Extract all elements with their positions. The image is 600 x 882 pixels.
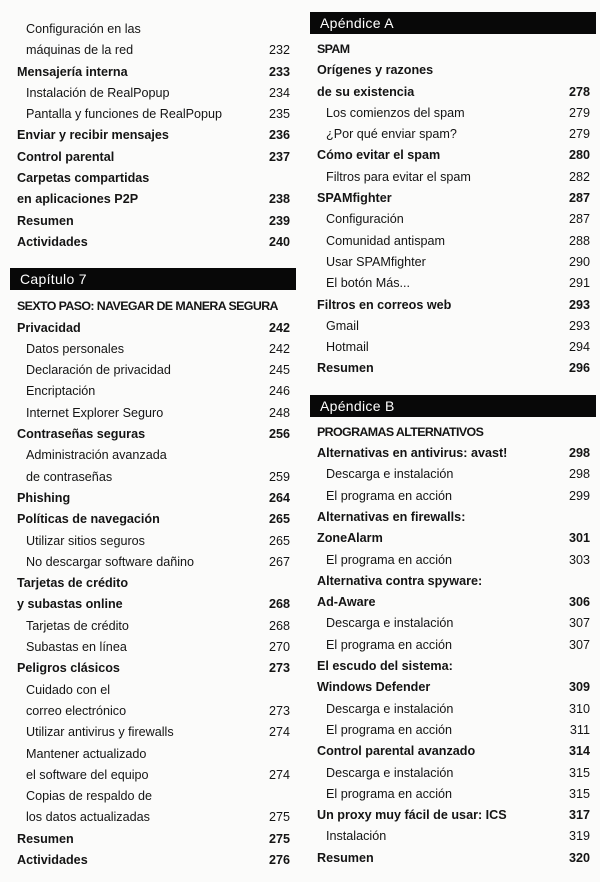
- entry-title: Windows Defender: [317, 680, 431, 695]
- entry-title: Configuración en las: [26, 22, 141, 36]
- toc-subentry: [10, 786, 296, 807]
- toc-subentry: [10, 403, 296, 424]
- toc-subentry: [10, 616, 296, 637]
- entry-title: Enviar y recibir mensajes: [17, 128, 169, 143]
- entry-title: Mensajería interna: [17, 64, 128, 79]
- toc-entry: [10, 168, 296, 189]
- toc-subentry: [10, 104, 296, 125]
- toc-subentry: [310, 613, 596, 634]
- toc-entry: [310, 188, 596, 209]
- toc-subentry: [310, 784, 596, 805]
- toc-subentry: [10, 339, 296, 360]
- page-number: 287: [568, 191, 590, 206]
- page-number: 314: [568, 744, 590, 759]
- page-number: 293: [568, 297, 590, 312]
- page-number: 290: [568, 254, 590, 269]
- entry-title: Subastas en línea: [26, 640, 127, 655]
- entry-title: Administración avanzada: [26, 448, 167, 463]
- page-number: 246: [268, 384, 290, 399]
- entry-title: El programa en acción: [326, 552, 453, 567]
- entry-title: El programa en acción: [326, 722, 453, 737]
- page-number: 276: [268, 852, 290, 867]
- toc-subentry: [10, 445, 296, 466]
- page-number: 315: [568, 765, 590, 780]
- entry-title: Tarjetas de crédito: [17, 576, 129, 591]
- page-number: 307: [568, 616, 590, 631]
- page-number: 278: [568, 84, 590, 99]
- toc-subentry: [310, 486, 596, 507]
- entry-title: SEXTO PASO: NAVEGAR DE MANERA SEGURA: [17, 299, 278, 314]
- page-number: 310: [568, 701, 590, 716]
- entry-title: El programa en acción: [326, 637, 453, 652]
- entry-title: Datos personales: [26, 341, 125, 356]
- toc-subentry: [10, 381, 296, 402]
- section-title: [310, 39, 596, 60]
- toc-entry: [10, 829, 296, 850]
- entry-title: El programa en acción: [326, 786, 453, 801]
- entry-title: Descarga e instalación: [326, 765, 454, 780]
- toc-entry: [310, 592, 596, 613]
- toc-entry: [10, 232, 296, 253]
- section-title: [310, 422, 596, 443]
- entry-title: Actividades: [17, 852, 88, 867]
- page-number: 240: [268, 234, 290, 249]
- page-number: 275: [268, 810, 290, 825]
- entry-title: El programa en acción: [326, 488, 453, 503]
- toc-subentry: [10, 744, 296, 765]
- page-number: 303: [568, 552, 590, 567]
- entry-title: Encriptación: [26, 384, 96, 399]
- entry-title: y subastas online: [17, 597, 123, 612]
- toc-subentry: [10, 360, 296, 381]
- entry-title: Políticas de navegación: [17, 512, 160, 527]
- page-number: 242: [268, 320, 290, 335]
- page-number: 280: [568, 148, 590, 163]
- entry-title: Instalación: [326, 829, 387, 844]
- page-number: 232: [268, 43, 290, 58]
- entry-title: ZoneAlarm: [317, 531, 383, 546]
- section-title: [10, 296, 296, 317]
- page-number: 233: [268, 64, 290, 79]
- entry-title: Contraseñas seguras: [17, 427, 146, 442]
- toc-entry: [10, 424, 296, 445]
- toc-entry: [310, 443, 596, 464]
- entry-title: Control parental avanzado: [317, 744, 476, 759]
- entry-title: Hotmail: [326, 340, 369, 355]
- page-number: 239: [268, 213, 290, 228]
- toc-subentry: [310, 316, 596, 337]
- toc-entry: [310, 571, 596, 592]
- toc-column-left: [10, 0, 296, 871]
- page-number: 274: [268, 725, 290, 740]
- toc-entry: [310, 848, 596, 869]
- entry-title: Configuración: [326, 212, 404, 227]
- page-number: 236: [268, 128, 290, 143]
- toc-entry: [310, 507, 596, 528]
- toc-entry: [10, 125, 296, 146]
- toc-entry: [10, 488, 296, 509]
- entry-title: Descarga e instalación: [326, 616, 454, 631]
- chapter-heading-bar: Capítulo 7: [10, 268, 296, 290]
- entry-title: Internet Explorer Seguro: [26, 405, 164, 420]
- toc-subentry: [310, 124, 596, 145]
- page-number: 264: [268, 490, 290, 505]
- toc-subentry: [10, 531, 296, 552]
- page-number: 259: [268, 469, 290, 484]
- entry-title: Alternativas en firewalls:: [317, 509, 466, 524]
- toc-subentry: [10, 83, 296, 104]
- entry-title: Control parental: [17, 149, 115, 164]
- entry-title: Filtros para evitar el spam: [326, 169, 471, 184]
- page-number: 282: [568, 169, 590, 184]
- page-number: 242: [268, 341, 290, 356]
- page-number: 319: [568, 829, 590, 844]
- entry-title: los datos actualizadas: [26, 810, 150, 825]
- entry-title: PROGRAMAS ALTERNATIVOS: [317, 424, 484, 439]
- toc-subentry: [10, 40, 296, 61]
- toc-entry: [310, 656, 596, 677]
- entry-title: de su existencia: [317, 84, 415, 99]
- entry-title: Carpetas compartidas: [17, 171, 150, 186]
- page-number: 268: [268, 618, 290, 633]
- toc-subentry: [310, 337, 596, 358]
- page-number: 265: [268, 533, 290, 548]
- entry-title: Alternativas en antivirus: avast!: [317, 446, 508, 461]
- entry-title: Un proxy muy fácil de usar: ICS: [317, 808, 507, 823]
- page-number: 317: [568, 808, 590, 823]
- entry-title: Cómo evitar el spam: [317, 148, 441, 163]
- toc-entry: [310, 358, 596, 379]
- page-number: 238: [268, 192, 290, 207]
- toc-subentry: [310, 720, 596, 741]
- page-number: 268: [268, 597, 290, 612]
- entry-title: Los comienzos del spam: [326, 105, 465, 120]
- page-number: 279: [568, 127, 590, 142]
- page-number: 248: [268, 405, 290, 420]
- entry-title: ¿Por qué enviar spam?: [326, 127, 457, 142]
- page-number: 273: [268, 703, 290, 718]
- page-number: 245: [268, 363, 290, 378]
- toc-subentry: [310, 763, 596, 784]
- entry-title: Resumen: [17, 831, 74, 846]
- page-number: 234: [268, 85, 290, 100]
- entry-title: Descarga e instalación: [326, 701, 454, 716]
- page-number: 293: [568, 318, 590, 333]
- toc-entry: [10, 211, 296, 232]
- entry-title: Resumen: [17, 213, 74, 228]
- entry-title: Alternativa contra spyware:: [317, 573, 483, 588]
- toc-entry: [310, 528, 596, 549]
- toc-subentry: [10, 807, 296, 828]
- toc-entry: [310, 677, 596, 698]
- page-number: 237: [268, 149, 290, 164]
- toc-entry: [310, 805, 596, 826]
- entry-title: SPAM: [317, 42, 350, 56]
- entry-title: Orígenes y razones: [317, 63, 434, 78]
- toc-subentry: [10, 765, 296, 786]
- entry-title: Comunidad antispam: [326, 233, 446, 248]
- toc-subentry: [10, 701, 296, 722]
- toc-entry: [310, 82, 596, 103]
- toc-subentry: [310, 167, 596, 188]
- page-number: 279: [568, 105, 590, 120]
- entry-title: SPAMfighter: [317, 191, 392, 206]
- page-number: 235: [268, 107, 290, 122]
- entry-title: Mantener actualizado: [26, 746, 147, 761]
- page-number: 298: [568, 446, 590, 461]
- entry-title: Resumen: [317, 361, 374, 376]
- toc-entry: [310, 741, 596, 762]
- page-number: 320: [568, 850, 590, 865]
- toc-subentry: [310, 103, 596, 124]
- toc-entry: [10, 189, 296, 210]
- entry-title: Actividades: [17, 234, 88, 249]
- toc-entry: [310, 295, 596, 316]
- toc-entry: [310, 145, 596, 166]
- entry-title: Copias de respaldo de: [26, 789, 153, 804]
- page-number: 309: [568, 680, 590, 695]
- toc-entry: [10, 62, 296, 83]
- toc-subentry: [310, 635, 596, 656]
- page-number: 298: [568, 467, 590, 482]
- entry-title: Phishing: [17, 490, 71, 505]
- entry-title: máquinas de la red: [26, 43, 134, 58]
- entry-title: Privacidad: [17, 320, 81, 335]
- page-number: 287: [568, 212, 590, 227]
- entry-title: El escudo del sistema:: [317, 659, 453, 674]
- toc-entry: [10, 573, 296, 594]
- page-number: 273: [268, 661, 290, 676]
- entry-title: El botón Más...: [326, 276, 410, 291]
- entry-title: Instalación de RealPopup: [26, 85, 170, 100]
- entry-title: Filtros en correos web: [317, 297, 452, 312]
- page-number: 274: [268, 767, 290, 782]
- entry-title: Tarjetas de crédito: [26, 618, 129, 633]
- page-number: 311: [569, 722, 590, 737]
- page-number: 267: [268, 554, 290, 569]
- entry-title: Descarga e instalación: [326, 467, 454, 482]
- entry-title: Usar SPAMfighter: [326, 254, 426, 269]
- toc-subentry: [310, 464, 596, 485]
- toc-subentry: [10, 467, 296, 488]
- entry-title: Ad-Aware: [317, 595, 376, 610]
- page-number: 294: [568, 340, 590, 355]
- toc-subentry: [310, 273, 596, 294]
- toc-entry: [310, 60, 596, 81]
- entry-title: de contraseñas: [26, 469, 113, 484]
- chapter-heading-bar: Apéndice B: [310, 395, 596, 417]
- toc-subentry: [10, 19, 296, 40]
- page-number: 307: [568, 637, 590, 652]
- toc-subentry: [310, 826, 596, 847]
- toc-subentry: [310, 550, 596, 571]
- entry-title: Utilizar antivirus y firewalls: [26, 725, 174, 740]
- entry-title: No descargar software dañino: [26, 554, 195, 569]
- entry-title: Declaración de privacidad: [26, 363, 171, 378]
- toc-subentry: [10, 680, 296, 701]
- page-number: 306: [568, 595, 590, 610]
- page-number: 265: [268, 512, 290, 527]
- toc-subentry: [10, 552, 296, 573]
- page-number: 275: [268, 831, 290, 846]
- entry-title: Gmail: [326, 318, 359, 333]
- page-number: 256: [268, 427, 290, 442]
- toc-entry: [10, 850, 296, 871]
- page-number: 315: [568, 786, 590, 801]
- toc-subentry: [310, 209, 596, 230]
- page-number: 299: [568, 488, 590, 503]
- entry-title: Peligros clásicos: [17, 661, 120, 676]
- toc-subentry: [310, 252, 596, 273]
- chapter-heading-bar: Apéndice A: [310, 12, 596, 34]
- toc-subentry: [310, 699, 596, 720]
- page-number: 288: [568, 233, 590, 248]
- entry-title: el software del equipo: [26, 767, 149, 782]
- toc-column-right: [310, 0, 596, 869]
- toc-entry: [10, 147, 296, 168]
- page-number: 270: [268, 640, 290, 655]
- entry-title: Resumen: [317, 850, 374, 865]
- toc-subentry: [10, 722, 296, 743]
- toc-entry: [10, 658, 296, 679]
- entry-title: en aplicaciones P2P: [17, 192, 139, 207]
- toc-subentry: [10, 637, 296, 658]
- toc-entry: [10, 318, 296, 339]
- toc-entry: [10, 594, 296, 615]
- entry-title: correo electrónico: [26, 703, 127, 718]
- toc-entry: [10, 509, 296, 530]
- page-number: 301: [568, 531, 590, 546]
- entry-title: Pantalla y funciones de RealPopup: [26, 107, 223, 122]
- entry-title: Utilizar sitios seguros: [26, 533, 145, 548]
- toc-subentry: [310, 231, 596, 252]
- page-number: 291: [568, 276, 590, 291]
- page-number: 296: [568, 361, 590, 376]
- entry-title: Cuidado con el: [26, 682, 111, 697]
